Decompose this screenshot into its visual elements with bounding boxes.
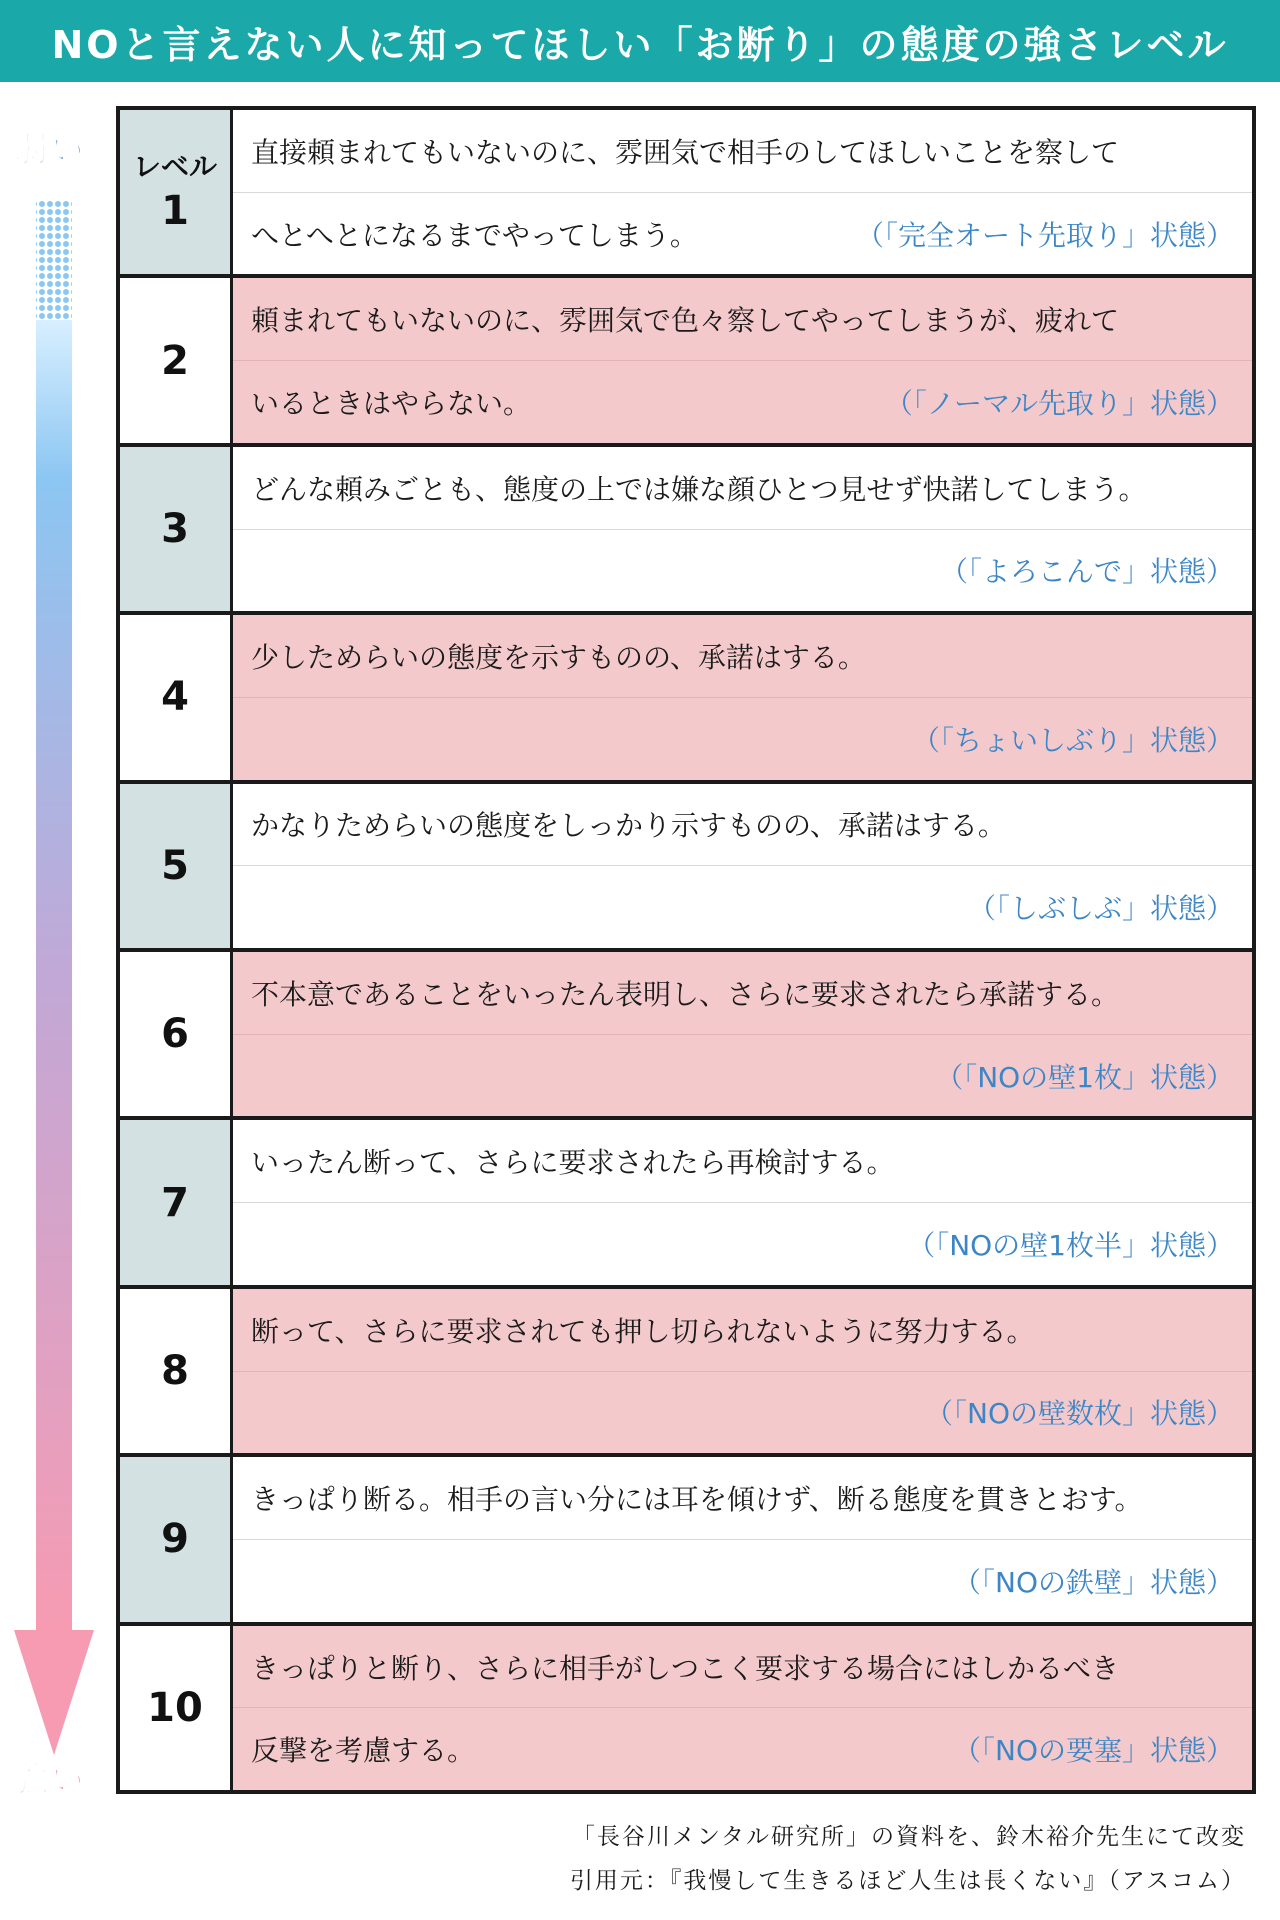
description-line-2 xyxy=(233,1035,1252,1117)
level-row-7 xyxy=(120,1120,1252,1288)
page-title: NOと言えない人に知ってほしい「お断り」の態度の強さレベル xyxy=(51,22,1229,67)
level-description xyxy=(233,110,1252,274)
state-tag: （「NOの要塞」状態） xyxy=(953,1734,1234,1768)
level-number: 9 xyxy=(161,1516,189,1563)
state-tag: （「ノーマル先取り」状態） xyxy=(884,386,1234,420)
state-tag: （「NOの壁1枚」状態） xyxy=(935,1060,1234,1094)
level-cell xyxy=(120,1120,233,1284)
state-tag: （「よろこんで」状態） xyxy=(939,555,1234,589)
description-text: へとへとになるまでやってしまう。 xyxy=(251,218,698,252)
level-number: 2 xyxy=(161,337,189,384)
level-number: 3 xyxy=(161,506,189,553)
state-tag: （「完全オート先取り」状態） xyxy=(855,218,1234,252)
level-description xyxy=(233,1457,1252,1621)
level-cell xyxy=(120,1626,233,1790)
level-header: レベル xyxy=(132,150,217,184)
level-number: 1 xyxy=(161,188,189,235)
strength-arrow-icon xyxy=(14,200,94,1760)
footer-note: 「長谷川メンタル研究所」の資料を、鈴木裕介先生にて改変 xyxy=(571,1824,1246,1850)
description-line-1: どんな頼みごとも、態度の上では嫌な顔ひとつ見せず快諾してしまう。 xyxy=(233,447,1252,530)
level-row-10 xyxy=(120,1626,1252,1790)
description-text: いるときはやらない。 xyxy=(251,386,532,420)
level-row-3 xyxy=(120,447,1252,615)
footer-source: 引用元：『我慢して生きるほど人生は長くない』（アスコム） xyxy=(569,1868,1246,1894)
description-line-2 xyxy=(233,1372,1252,1454)
level-number: 4 xyxy=(161,674,189,721)
description-line-1: 直接頼まれてもいないのに、雰囲気で相手のしてほしいことを察して xyxy=(233,110,1252,193)
description-text: 反撃を考慮する。 xyxy=(251,1734,476,1768)
level-description xyxy=(233,447,1252,611)
level-number: 8 xyxy=(161,1348,189,1395)
level-number: 7 xyxy=(161,1179,189,1226)
description-line-1: かなりためらいの態度をしっかり示すものの、承諾はする。 xyxy=(233,784,1252,867)
level-number: 6 xyxy=(161,1011,189,1058)
level-description xyxy=(233,615,1252,779)
level-row-1 xyxy=(120,110,1252,278)
level-description xyxy=(233,1289,1252,1453)
description-line-2 xyxy=(233,866,1252,948)
level-table xyxy=(116,106,1256,1794)
level-row-4 xyxy=(120,615,1252,783)
description-line-1: いったん断って、さらに要求されたら再検討する。 xyxy=(233,1120,1252,1203)
description-line-1: 断って、さらに要求されても押し切られないように努力する。 xyxy=(233,1289,1252,1372)
level-row-2 xyxy=(120,278,1252,446)
description-line-2 xyxy=(233,1203,1252,1285)
description-line-2 xyxy=(233,1708,1252,1790)
description-line-2 xyxy=(233,193,1252,275)
level-cell xyxy=(120,278,233,442)
description-line-1: きっぱりと断り、さらに相手がしつこく要求する場合にはしかるべき xyxy=(233,1626,1252,1709)
description-line-1: 頼まれてもいないのに、雰囲気で色々察してやってしまうが、疲れて xyxy=(233,278,1252,361)
level-description xyxy=(233,1120,1252,1284)
level-cell xyxy=(120,1457,233,1621)
strong-label: 強い xyxy=(14,1760,86,1800)
description-line-1: きっぱり断る。相手の言い分には耳を傾けず、断る態度を貫きとおす。 xyxy=(233,1457,1252,1540)
level-row-5 xyxy=(120,784,1252,952)
description-line-2 xyxy=(233,361,1252,443)
level-cell xyxy=(120,110,233,274)
level-row-6 xyxy=(120,952,1252,1120)
state-tag: （「NOの鉄壁」状態） xyxy=(953,1565,1234,1599)
title-bar xyxy=(0,0,1280,82)
level-description xyxy=(233,784,1252,948)
weak-label: 弱い xyxy=(14,130,86,170)
description-line-2 xyxy=(233,530,1252,612)
level-row-9 xyxy=(120,1457,1252,1625)
description-line-2 xyxy=(233,1540,1252,1622)
state-tag: （「NOの壁数枚」状態） xyxy=(925,1397,1234,1431)
level-cell xyxy=(120,952,233,1116)
level-description xyxy=(233,1626,1252,1790)
description-line-1: 少しためらいの態度を示すものの、承諾はする。 xyxy=(233,615,1252,698)
level-cell xyxy=(120,784,233,948)
state-tag: （「ちょいしぶり」状態） xyxy=(911,723,1234,757)
state-tag: （「しぶしぶ」状態） xyxy=(967,892,1234,926)
level-description xyxy=(233,952,1252,1116)
level-cell xyxy=(120,615,233,779)
level-row-8 xyxy=(120,1289,1252,1457)
level-cell xyxy=(120,447,233,611)
level-description xyxy=(233,278,1252,442)
state-tag: （「NOの壁1枚半」状態） xyxy=(907,1228,1234,1262)
description-line-1: 不本意であることをいったん表明し、さらに要求されたら承諾する。 xyxy=(233,952,1252,1035)
level-cell xyxy=(120,1289,233,1453)
level-number: 5 xyxy=(161,842,189,889)
description-line-2 xyxy=(233,698,1252,780)
level-number: 10 xyxy=(147,1684,203,1731)
